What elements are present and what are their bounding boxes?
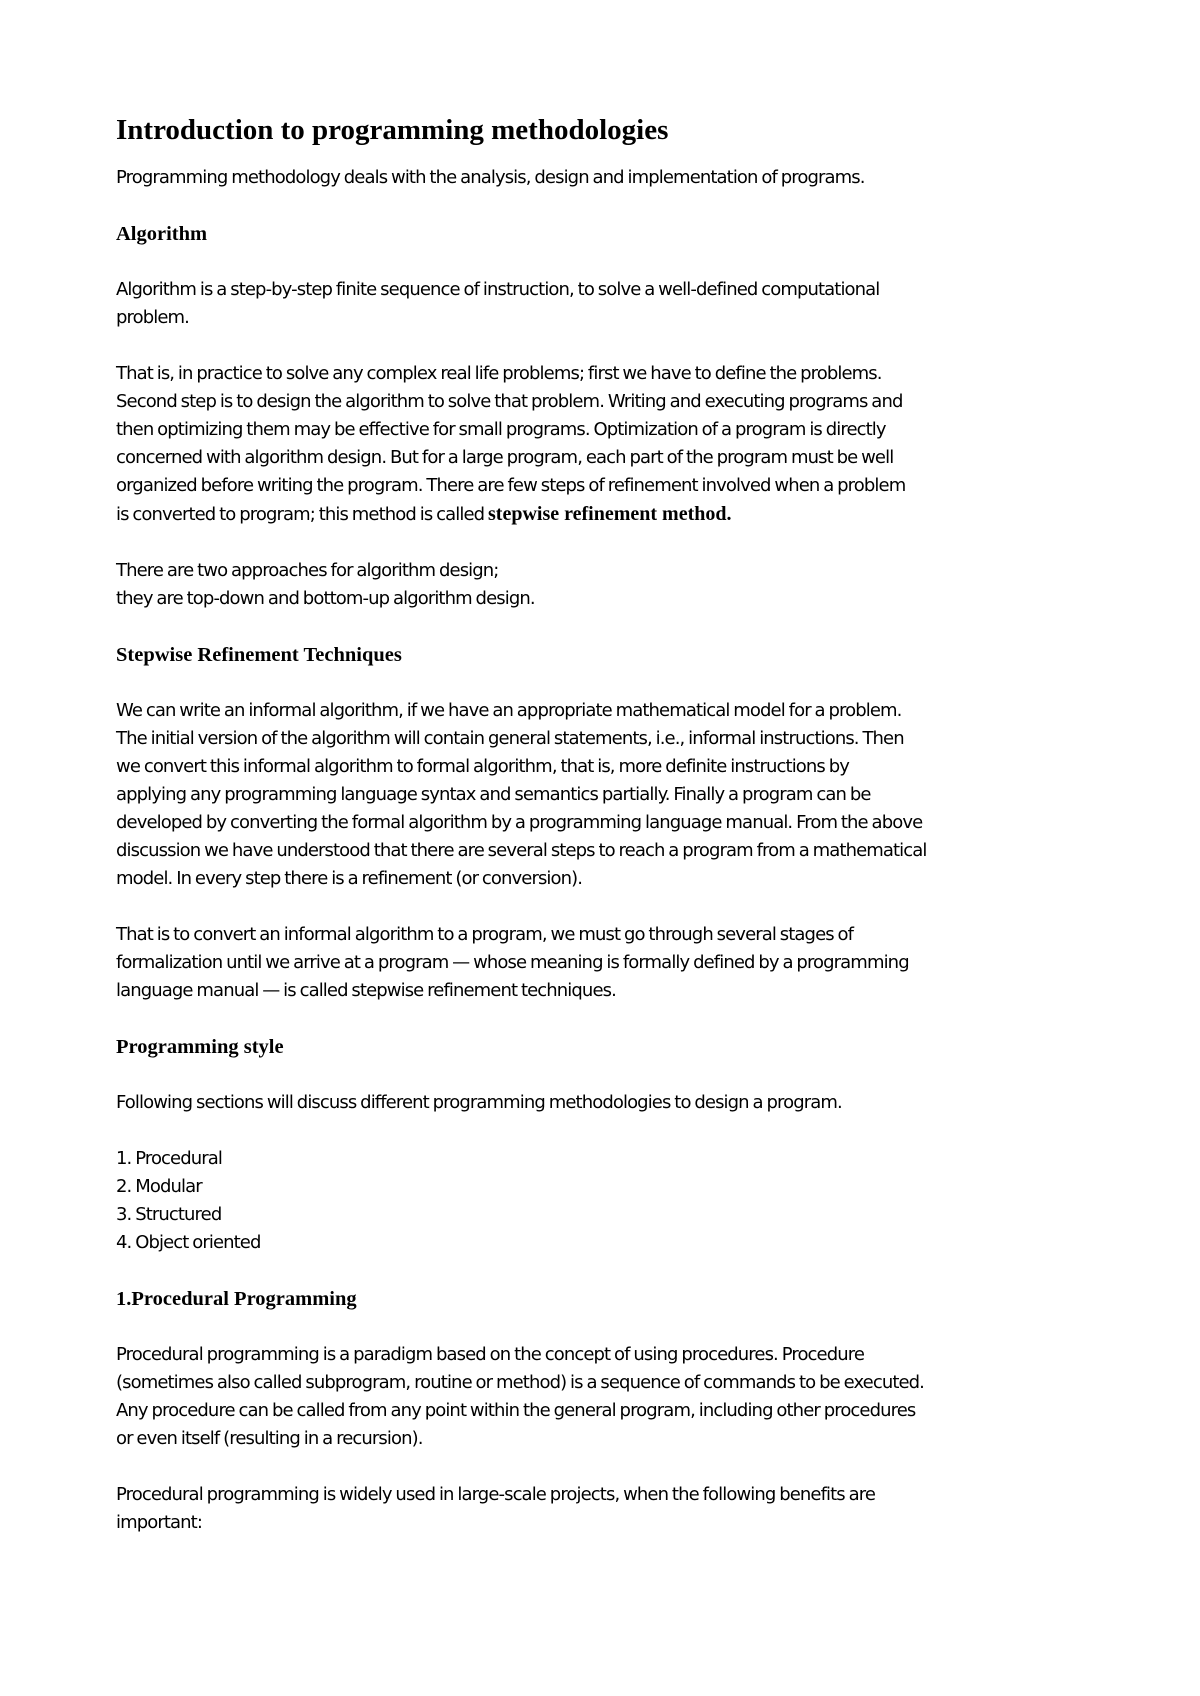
text-line: Any procedure can be called from any point within the general program, including other procedures — [116, 1400, 916, 1421]
text-line: There are two approaches for algorithm design; — [116, 560, 499, 581]
text-line: they are top-down and bottom-up algorithm design. — [116, 588, 535, 609]
text-line: Programming methodology deals with the analysis, design and implementation of programs. — [116, 167, 865, 188]
text-line: formalization until we arrive at a program — whose meaning is formally defined by a programming — [116, 952, 909, 973]
text-line: The initial version of the algorithm will contain general statements, i.e., informal instructions. Then — [116, 728, 904, 749]
text-line: Algorithm is a step-by-step finite sequence of instruction, to solve a well-defined computational — [116, 279, 880, 300]
text-line: developed by converting the formal algorithm by a programming language manual. From the above — [116, 812, 923, 833]
text-line: applying any programming language syntax and semantics partially. Finally a program can be — [116, 784, 871, 805]
list-item: 3. Structured — [116, 1204, 222, 1225]
list-item: 4. Object oriented — [116, 1232, 261, 1253]
procedural-paragraph-2 — [116, 1481, 1100, 1537]
text-line: language manual — is called stepwise refinement techniques. — [116, 980, 616, 1001]
text-line: (sometimes also called subprogram, routine or method) is a sequence of commands to be executed. — [116, 1372, 925, 1393]
section-heading-algorithm: Algorithm — [116, 223, 208, 245]
text-line: problem. — [116, 307, 190, 328]
section-heading-stepwise: Stepwise Refinement Techniques — [116, 644, 402, 666]
text-line: Second step is to design the algorithm to solve that problem. Writing and executing programs and — [116, 391, 903, 412]
text-line: we convert this informal algorithm to formal algorithm, that is, more definite instructions by — [116, 756, 850, 777]
list-item: 1. Procedural — [116, 1148, 222, 1169]
text-line — [116, 500, 1100, 529]
style-intro-paragraph — [116, 1089, 1100, 1117]
methodology-list — [116, 1145, 1100, 1257]
text-line: We can write an informal algorithm, if we have an appropriate mathematical model for a problem. — [116, 700, 902, 721]
text-run: is converted to program; this method is called — [116, 504, 488, 525]
text-line: That is to convert an informal algorithm to a program, we must go through several stages of — [116, 924, 854, 945]
algorithm-definition-paragraph — [116, 276, 1100, 332]
text-line: That is, in practice to solve any complex real life problems; first we have to define the problems. — [116, 363, 882, 384]
algorithm-practice-paragraph — [116, 360, 1100, 529]
text-line: Procedural programming is widely used in large-scale projects, when the following benefits are — [116, 1484, 876, 1505]
bold-term: stepwise refinement method. — [488, 503, 732, 525]
text-line: concerned with algorithm design. But for a large program, each part of the program must be well — [116, 447, 894, 468]
text-line: Following sections will discuss different programming methodologies to design a program. — [116, 1092, 842, 1113]
text-line: or even itself (resulting in a recursion). — [116, 1428, 423, 1449]
text-line: important: — [116, 1512, 202, 1533]
text-line: then optimizing them may be effective for small programs. Optimization of a program is directly — [116, 419, 886, 440]
text-line: organized before writing the program. There are few steps of refinement involved when a problem — [116, 475, 906, 496]
intro-paragraph — [116, 164, 1100, 192]
section-heading-programming-style: Programming style — [116, 1036, 284, 1058]
algorithm-approaches-paragraph — [116, 557, 1100, 613]
text-line: Procedural programming is a paradigm based on the concept of using procedures. Procedure — [116, 1344, 865, 1365]
stepwise-paragraph-1 — [116, 697, 1100, 893]
section-heading-procedural: 1.Procedural Programming — [116, 1288, 357, 1310]
document-title: Introduction to programming methodologies — [116, 114, 669, 146]
text-line: model. In every step there is a refinement (or conversion). — [116, 868, 583, 889]
list-item: 2. Modular — [116, 1176, 202, 1197]
stepwise-paragraph-2 — [116, 921, 1100, 1005]
text-line: discussion we have understood that there are several steps to reach a program from a mathematical — [116, 840, 927, 861]
procedural-paragraph-1 — [116, 1341, 1100, 1453]
